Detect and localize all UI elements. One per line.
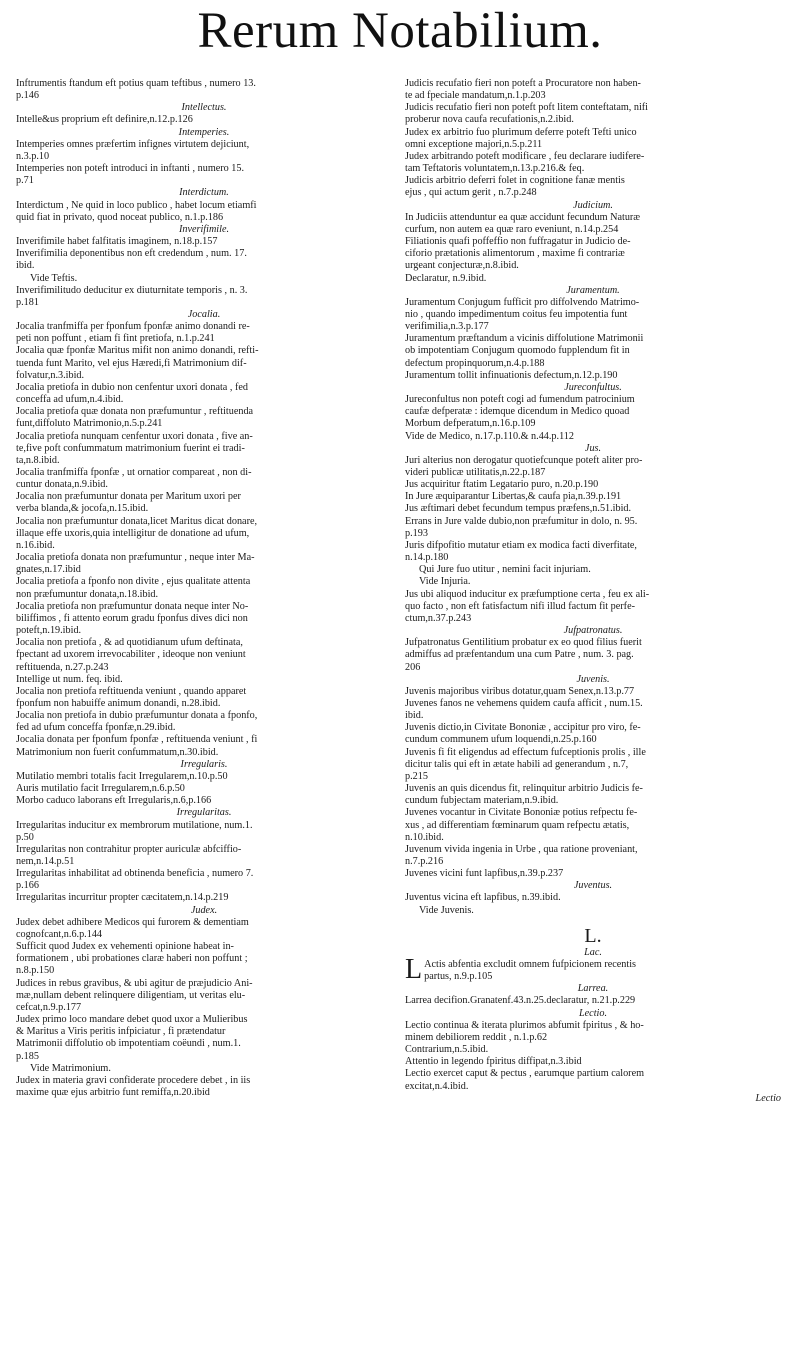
index-entry-line: Intemperies omnes præfertim infignes virtutem dejiciunt, bbox=[16, 138, 250, 150]
index-entry-line: Juvenis fi fit eligendus ad effectum fufceptionis prolis , ille bbox=[405, 746, 646, 758]
section-heading: Intemperies. bbox=[178, 126, 230, 138]
index-entry-line: non præfumuntur donata,n.18.ibid. bbox=[16, 588, 159, 600]
index-entry-line: caufæ defperatæ : idemque dicendum in Medico quoad bbox=[405, 406, 630, 418]
index-entry-line: n.7.p.216 bbox=[405, 856, 444, 867]
index-entry-line: & Maritus a Viris peritis infpiciatur , fi prætendatur bbox=[16, 1026, 226, 1038]
index-entry-line: cefcat,n.9.p.177 bbox=[16, 1001, 82, 1013]
index-entry-line: Vide Teftis. bbox=[30, 272, 78, 284]
index-entry-line: peti non poffunt , etiam fi fint pretiofa, n.1.p.241 bbox=[16, 333, 215, 345]
index-entry-line: Intelle&us proprium eft definire,n.12.p.126 bbox=[16, 114, 193, 126]
index-entry-line: ob impotentiam Conjugum quomodo fupplendum fit in bbox=[405, 345, 630, 357]
index-entry-line: Jocalia non pretiofa in dubio præfumuntur donata a fponfo, bbox=[16, 710, 258, 722]
index-entry-line: te ad fpeciale mandatum,n.1.p.203 bbox=[405, 90, 546, 102]
index-entry-line: ibid. bbox=[16, 260, 35, 272]
index-entry-line: Juvenes vicini funt lapfibus,n.39.p.237 bbox=[405, 868, 564, 880]
index-entry-line: Vide Injuria. bbox=[419, 576, 471, 588]
index-entry-line: In Judiciis attenduntur ea quæ accidunt fecundum Naturæ bbox=[405, 211, 641, 223]
index-entry-line: p.146 bbox=[16, 90, 39, 102]
index-entry-line: Jocalia non pretiofa reftituenda veniunt , quando apparet bbox=[16, 685, 247, 697]
index-entry-line: p.193 bbox=[405, 527, 428, 539]
index-entry-line: Juramentum tollit infinuationis defectum,n.12.p.190 bbox=[405, 369, 618, 381]
section-heading: Intellectus. bbox=[181, 102, 227, 114]
index-entry-line: Jus æftimari debet fecundum tempus præfens,n.51.ibid. bbox=[405, 503, 632, 515]
index-entry-line: Errans in Jure valde dubio,non præfumitur in dolo, n. 95. bbox=[405, 515, 638, 527]
index-entry-line: poteft,n.19.ibid. bbox=[16, 625, 82, 637]
section-heading: Juramentum. bbox=[566, 284, 620, 296]
index-entry-line: Juventus vicina eft lapfibus, n.39.ibid. bbox=[405, 892, 561, 904]
index-entry-line: Inverifimile habet falfitatis imaginem, n.18.p.157 bbox=[16, 236, 218, 248]
index-entry-line: nio , quando impedimentum coitus feu impotentia funt bbox=[405, 308, 628, 320]
index-entry-line: defectum propinquorum,n.4.p.188 bbox=[405, 357, 545, 369]
index-entry-line: Jocalia donata per fponfum fponfæ , reftituenda veniunt , fi bbox=[16, 734, 258, 746]
index-entry-line: Jufpatronatus Gentilitium probatur ex eo quod filius fuerit bbox=[405, 637, 642, 649]
index-entry-line: funt,diffoluto Matrimonio,n.5.p.241 bbox=[16, 418, 163, 430]
index-entry-line: p.166 bbox=[16, 880, 39, 892]
index-entry-line: Lectio continua & iterata plurimos abfumit fpiritus , & ho- bbox=[405, 1019, 644, 1031]
index-entry-line: Jocalia non pretiofa , & ad quotidianum ufum deftinata, bbox=[16, 637, 243, 649]
section-heading: Interdictum. bbox=[179, 187, 229, 199]
index-entry-line: Sufficit quod Judex ex vehementi opinione habeat in- bbox=[16, 941, 234, 953]
index-entry-line: curfum, non autem ea quæ raro eveniunt, n.14.p.254 bbox=[405, 223, 619, 235]
index-entry-line: n.14.p.180 bbox=[405, 552, 449, 564]
index-entry-line: In Jure æquiparantur Libertas,& caufa pia,n.39.p.191 bbox=[405, 491, 622, 503]
index-entry-line: Larrea decifion.Granatenf.43.n.25.declaratur, n.21.p.229 bbox=[405, 995, 636, 1007]
index-entry-line: Juvenes fanos ne vehemens quidem caufa afficit , num.15. bbox=[405, 697, 643, 709]
index-entry-line: Matrimonii diffolutio ob impotentiam coëundi , num.1. bbox=[16, 1038, 241, 1050]
index-entry-line: ciforio prætationis alimentorum , maxime fi contrariæ bbox=[405, 248, 625, 260]
index-entry-line: Judicis arbitrio deferri folet in cognitione fanæ mentis bbox=[405, 175, 625, 187]
index-entry-line: Jocalia pretiofa non præfumuntur donata neque inter No- bbox=[16, 600, 249, 612]
section-heading: Judicium. bbox=[573, 199, 613, 211]
index-entry-line: tuenda funt Marito, vel ejus Hæredi,fi Matrimonium dif- bbox=[16, 357, 247, 369]
index-entry-line: Mutilatio membri totalis facit Irregularem,n.10.p.50 bbox=[16, 770, 228, 782]
right-column bbox=[405, 78, 781, 1105]
index-entry-line: Juris difpofitio mutatur etiam ex modica facti diverfitate, bbox=[405, 539, 637, 551]
index-entry-line: Jocalia tranfmiffa per fponfum fponfæ animo donandi re- bbox=[16, 321, 250, 333]
section-heading: Jureconfultus. bbox=[564, 381, 622, 393]
index-entry-line: Irregularitas incurritur propter cæcitatem,n.14.p.219 bbox=[16, 892, 229, 904]
index-entry-line: fponfum non habuiffe animum donandi, n.28.ibid. bbox=[16, 697, 221, 709]
index-entry-line: cundum fubjectam materiam,n.9.ibid. bbox=[405, 795, 559, 807]
index-entry-line: Juramentum præftandum a vicinis diffolutione Matrimonii bbox=[405, 333, 644, 345]
index-entry-line: mæ,nullam debent relinquere diligentiam, ut veritas elu- bbox=[16, 989, 246, 1001]
index-entry-line: Jureconfultus non poteft cogi ad fumendum patrocinium bbox=[405, 394, 635, 406]
index-entry-line: Judex arbitrando poteft modificare , feu declarare iudifere- bbox=[405, 150, 645, 162]
section-heading: Jufpatronatus. bbox=[563, 625, 623, 637]
index-entry-line: cuntur donata,n.9.ibid. bbox=[16, 479, 108, 491]
index-entry-line: Juri alterius non derogatur quotiefcunque poteft aliter pro- bbox=[405, 454, 643, 466]
index-entry-line: p.50 bbox=[16, 831, 34, 843]
index-entry-line: Judex ex arbitrio fuo plurimum deferre poteft Tefti unico bbox=[405, 126, 637, 138]
index-entry-line: Morbo caduco laborans eft Irregularis,n.6,p.166 bbox=[16, 795, 212, 807]
index-entry-line: excitat,n.4.ibid. bbox=[405, 1080, 469, 1092]
index-entry-line: Matrimonium non fuerit confummatum,n.30.ibid. bbox=[16, 746, 219, 758]
index-entry-line: Juramentum Conjugum fufficit pro diffolvendo Matrimo- bbox=[405, 296, 640, 308]
index-entry-line: minem debiliorem reddit , n.1.p.62 bbox=[405, 1031, 548, 1043]
section-heading: Jocalia. bbox=[187, 308, 221, 320]
index-entry-line: Inverifimilitudo deducitur ex diuturnitate temporis , n. 3. bbox=[16, 284, 248, 296]
index-entry-line: Qui Jure fuo utitur , nemini facit injuriam. bbox=[419, 564, 591, 576]
section-heading: Inverifimile. bbox=[178, 223, 230, 235]
index-entry-line: Inverifimilia deponentibus non eft credendum , num. 17. bbox=[16, 248, 247, 260]
index-entry-line: Jocalia pretiofa quæ donata non præfumuntur , reftituenda bbox=[16, 406, 254, 418]
index-entry-line: p.71 bbox=[16, 175, 34, 187]
index-entry-line: n.10.ibid. bbox=[405, 831, 444, 843]
section-heading: Irregularitas. bbox=[176, 807, 232, 819]
index-entry-line: verba blanda,& jocofa,n.15.ibid. bbox=[16, 503, 149, 515]
index-entry-line: Jocalia pretiofa in dubio non cenfentur uxori donata , fed bbox=[16, 381, 248, 393]
section-heading: Lectio. bbox=[578, 1007, 607, 1019]
index-entry-line: Jocalia tranfmiffa fponfæ , ut ornatior compareat , non di- bbox=[16, 467, 252, 478]
index-entry-line: Judex primo loco mandare debet quod uxor a Mulieribus bbox=[16, 1014, 248, 1026]
index-entry-line: Judex in materia gravi confiderate procedere debet , in iis bbox=[16, 1074, 251, 1086]
index-entry-line: gnates,n.17.ibid bbox=[16, 564, 81, 576]
index-entry-line: Juvenis majoribus viribus dotatur,quam Senex,n.13.p.77 bbox=[405, 685, 635, 697]
index-entry-line: Judex debet adhibere Medicos qui furorem & dementiam bbox=[16, 916, 249, 928]
index-entry-line: xus , ad differentiam fœminarum quam refpectu ætatis, bbox=[405, 819, 630, 831]
index-entry-line: fpectant ad uxorem irrevocabiliter , ideoque non veniunt bbox=[16, 649, 246, 661]
index-entry-line: illaque effe uxoris,quia intelligitur de donatione ad ufum, bbox=[16, 527, 250, 539]
index-entry-line: conceffa ad ufum,n.4.ibid. bbox=[16, 394, 124, 406]
index-entry-line: p.215 bbox=[405, 770, 428, 782]
index-entry-line: Lectio exercet caput & pectus , earumque partium calorem bbox=[405, 1068, 645, 1080]
index-entry-line: Jocalia pretiofa donata non præfumuntur , neque inter Ma- bbox=[16, 552, 255, 564]
index-entry-line: Juvenis dictio,in Civitate Bononiæ , accipitur pro viro, fe- bbox=[405, 722, 641, 734]
index-entry-line: formationem , ubi probationes claræ haberi non poffunt ; bbox=[16, 953, 248, 965]
index-entry-line: urgeant conjecturæ,n.8.ibid. bbox=[405, 260, 519, 272]
section-heading: Lac. bbox=[584, 946, 602, 958]
entry-text: Actis abfentia excludit omnem fufpicionem recentis bbox=[424, 958, 636, 970]
index-entry-line: ta,n.8.ibid. bbox=[16, 454, 60, 466]
index-entry-line: Attentio in legendo fpiritus diffipat,n.3.ibid bbox=[405, 1056, 582, 1068]
index-entry-line: Declaratur, n.9.ibid. bbox=[405, 272, 487, 284]
page-title: Rerum Notabilium. bbox=[197, 3, 603, 59]
index-entry-line: Juvenes vocantur in Civitate Bononiæ potius refpectu fe- bbox=[405, 807, 638, 819]
index-entry-line: Jocalia pretiofa a fponfo non divite , ejus qualitate attenta bbox=[16, 576, 251, 588]
index-entry-line: Vide Juvenis. bbox=[419, 904, 474, 916]
index-entry-line: ejus , qui actum gerit , n.7.p.248 bbox=[405, 187, 537, 199]
index-entry-line: Intellige ut num. feq. ibid. bbox=[16, 673, 123, 685]
drop-capital: L bbox=[405, 953, 423, 985]
index-entry-line: Lectio bbox=[755, 1092, 781, 1104]
index-entry-line: Jocalia quæ fponfæ Maritus mifit non animo donandi, refti- bbox=[16, 345, 259, 357]
index-entry-line: Auris mutilatio facit Irregularem,n.6.p.50 bbox=[16, 783, 185, 795]
index-entry-line: maxime quæ ejus arbitrio funt remiffa,n.20.ibid bbox=[16, 1086, 210, 1098]
index-entry-line: biliffimos , fi attento eorum gradu fponfus dives dici non bbox=[16, 612, 248, 624]
index-entry-line: folvatur,n.3.ibid. bbox=[16, 369, 85, 381]
index-entry-line: cundum communem ufum loquendi,n.25.p.160 bbox=[405, 734, 597, 746]
index-entry-line: Intemperies non poteft introduci in inftanti , numero 15. bbox=[16, 163, 245, 175]
index-entry-line: Inftrumentis ftandum eft potius quam teftibus , numero 13. bbox=[16, 78, 256, 89]
index-entry-line: Irregularitas non contrahitur propter auriculæ abfciffio- bbox=[16, 843, 242, 855]
index-entry-line: Juvenum vivida ingenia in Urbe , qua ratione proveniant, bbox=[405, 843, 638, 855]
index-entry-line: Judicis recufatio fieri non poteft poft litem conteftatam, nifi bbox=[405, 102, 649, 114]
index-entry-line: Vide Matrimonium. bbox=[30, 1062, 111, 1074]
index-entry-line: proberur nova caufa recufationis,n.2.ibid. bbox=[405, 114, 574, 126]
index-entry-line: p.181 bbox=[16, 296, 39, 308]
section-heading: Juventus. bbox=[573, 880, 613, 892]
index-entry-line: admiffus ad præfentandum una cum Patre , num. 3. pag. bbox=[405, 649, 634, 661]
index-entry-line: videri publicæ utilitatis,n.22.p.187 bbox=[405, 467, 546, 478]
index-entry-line: Juvenis an quis dicendus fit, relinquitur arbitrio Judicis fe- bbox=[405, 783, 643, 795]
index-entry-line: Judices in rebus gravibus, & ubi agitur de præjudicio Ani- bbox=[16, 977, 253, 989]
index-entry-line: Irregularitas inducitur ex membrorum mutilatione, num.1. bbox=[16, 819, 253, 831]
index-entry-line: reftituenda, n.27.p.243 bbox=[16, 661, 109, 673]
section-heading: Judex. bbox=[190, 904, 218, 916]
index-entry-line: Filiationis quafi poffeffio non fuffragatur in Judicio de- bbox=[405, 236, 631, 248]
section-heading: Juvenis. bbox=[576, 673, 610, 685]
index-entry-line: te,five poft confummatum matrimonium fuerint ei tradi- bbox=[16, 442, 245, 454]
index-entry-line: 206 bbox=[405, 661, 421, 673]
section-heading: Jus. bbox=[584, 442, 602, 454]
index-entry-line: p.185 bbox=[16, 1050, 39, 1062]
index-entry-line: Irregularitas inhabilitat ad obtinenda beneficia , numero 7. bbox=[16, 868, 254, 880]
index-entry-line: Jus ubi aliquod inducitur ex præfumptione certa , feu ex ali- bbox=[405, 588, 650, 600]
index-entry-line: ibid. bbox=[405, 710, 424, 722]
index-entry-line: n.8.p.150 bbox=[16, 965, 55, 977]
left-column bbox=[16, 78, 392, 1099]
index-entry-line: cognofcant,n.6.p.144 bbox=[16, 928, 103, 940]
index-entry-line: Jocalia pretiofa nunquam cenfentur uxori donata , five an- bbox=[16, 430, 253, 442]
section-heading: Larrea. bbox=[577, 983, 609, 995]
index-entry-line: quid fiat in privato, quod noceat publico, n.1.p.186 bbox=[16, 211, 224, 223]
index-entry-line: Contrarium,n.5.ibid. bbox=[405, 1044, 489, 1056]
index-entry-line: Judicis recufatio fieri non poteft a Procuratore non haben- bbox=[405, 78, 641, 89]
index-entry-line: L. bbox=[584, 924, 602, 947]
index-entry-line: omni exceptione majori,n.5.p.211 bbox=[405, 138, 543, 150]
index-entry-line: ctum,n.37.p.243 bbox=[405, 612, 472, 624]
index-entry-line: Jus acquiritur ftatim Legatario puro, n.20.p.190 bbox=[405, 479, 599, 491]
index-entry-line: Jocalia non præfumuntur donata per Maritum uxori per bbox=[16, 491, 241, 503]
index-entry-line: quo facto , non eft fatisfactum nifi illud factum fit perfe- bbox=[405, 600, 635, 612]
index-entry-line: dicitur talis qui eft in ætate habili ad generandum , n.7, bbox=[405, 758, 629, 770]
index-entry-line: Morbum defperatum,n.16.p.109 bbox=[405, 418, 536, 430]
index-entry-line: n.3.p.10 bbox=[16, 150, 50, 162]
section-heading: Irregularis. bbox=[180, 758, 228, 770]
index-entry-line: partus, n.9.p.105 bbox=[424, 971, 493, 983]
index-entry-line: Vide de Medico, n.17.p.110.& n.44.p.112 bbox=[405, 430, 574, 442]
index-entry-line: fed ad ufum conceffa fponfæ,n.29.ibid. bbox=[16, 722, 176, 734]
index-entry-line: tam Teftatoris voluntatem,n.13.p.216.& feq. bbox=[405, 163, 585, 175]
index-entry-line: n.16.ibid. bbox=[16, 539, 55, 551]
index-entry-line: Interdictum , Ne quid in loco publico , habet locum etiamfi bbox=[16, 199, 257, 211]
index-entry-line: nem,n.14.p.51 bbox=[16, 856, 75, 867]
index-entry-line: verifimilia,n.3.p.177 bbox=[405, 321, 489, 333]
index-entry-line: Jocalia non præfumuntur donata,licet Maritus dicat donare, bbox=[16, 515, 258, 527]
